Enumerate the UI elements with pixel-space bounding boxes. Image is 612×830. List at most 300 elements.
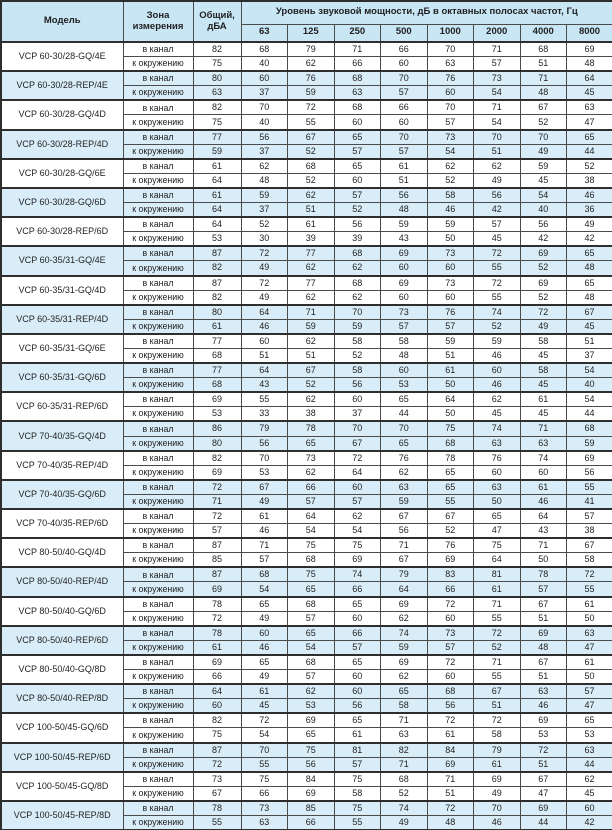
- octave-value-cell: 49: [520, 144, 567, 159]
- octave-value-cell: 54: [474, 86, 521, 101]
- model-name-cell: VCP 70-40/35-REP/6D: [1, 509, 123, 538]
- octave-value-cell: 51: [520, 57, 567, 72]
- octave-value-cell: 47: [567, 115, 612, 130]
- octave-value-cell: 55: [567, 582, 612, 597]
- octave-value-cell: 58: [381, 334, 428, 349]
- table-row: [1, 130, 612, 145]
- octave-value-cell: 44: [567, 757, 612, 772]
- octave-value-cell: 71: [241, 538, 288, 553]
- octave-value-cell: 52: [427, 524, 474, 539]
- octave-value-cell: 60: [381, 261, 428, 276]
- total-dba-cell: 64: [193, 203, 241, 218]
- octave-value-cell: 69: [474, 772, 521, 787]
- octave-value-cell: 45: [520, 348, 567, 363]
- octave-value-cell: 68: [334, 100, 381, 115]
- octave-value-cell: 69: [381, 597, 428, 612]
- model-name-cell: VCP 100-50/45-GQ/6D: [1, 713, 123, 742]
- octave-value-cell: 60: [474, 363, 521, 378]
- octave-value-cell: 57: [241, 553, 288, 568]
- octave-value-cell: 48: [567, 57, 612, 72]
- octave-value-cell: 62: [288, 188, 335, 203]
- octave-value-cell: 54: [288, 524, 335, 539]
- octave-value-cell: 43: [381, 232, 428, 247]
- octave-value-cell: 69: [381, 655, 428, 670]
- octave-value-cell: 73: [427, 626, 474, 641]
- octave-value-cell: 51: [520, 757, 567, 772]
- model-name-cell: VCP 100-50/45-REP/6D: [1, 743, 123, 772]
- octave-value-cell: 50: [520, 553, 567, 568]
- octave-value-cell: 71: [474, 42, 521, 57]
- octave-value-cell: 78: [427, 451, 474, 466]
- zone-ambient-cell: к окружению: [123, 815, 193, 830]
- octave-value-cell: 54: [474, 115, 521, 130]
- zone-ambient-cell: к окружению: [123, 670, 193, 685]
- octave-value-cell: 65: [241, 655, 288, 670]
- octave-value-cell: 65: [334, 159, 381, 174]
- total-dba-cell: 78: [193, 801, 241, 816]
- octave-value-cell: 52: [520, 115, 567, 130]
- octave-value-cell: 78: [520, 567, 567, 582]
- octave-value-cell: 62: [288, 465, 335, 480]
- octave-value-cell: 60: [427, 86, 474, 101]
- octave-value-cell: 61: [520, 392, 567, 407]
- octave-value-cell: 46: [241, 524, 288, 539]
- octave-value-cell: 53: [241, 465, 288, 480]
- octave-value-cell: 61: [288, 217, 335, 232]
- octave-value-cell: 30: [241, 232, 288, 247]
- total-dba-cell: 77: [193, 334, 241, 349]
- frequency-header-1000: 1000: [427, 24, 474, 42]
- octave-value-cell: 65: [288, 626, 335, 641]
- octave-value-cell: 62: [288, 57, 335, 72]
- octave-value-cell: 45: [474, 407, 521, 422]
- octave-value-cell: 85: [288, 801, 335, 816]
- octave-value-cell: 56: [567, 465, 612, 480]
- octave-value-cell: 66: [334, 57, 381, 72]
- table-row: [1, 246, 612, 261]
- octave-value-cell: 65: [334, 655, 381, 670]
- octave-value-cell: 59: [288, 86, 335, 101]
- octave-value-cell: 57: [567, 684, 612, 699]
- octave-value-cell: 61: [334, 728, 381, 743]
- octave-value-cell: 71: [474, 597, 521, 612]
- octave-value-cell: 67: [427, 509, 474, 524]
- octave-value-cell: 51: [381, 173, 428, 188]
- octave-value-cell: 75: [427, 421, 474, 436]
- model-name-cell: VCP 100-50/45-GQ/8D: [1, 772, 123, 801]
- zone-duct-cell: в канал: [123, 159, 193, 174]
- octave-value-cell: 57: [427, 115, 474, 130]
- zone-ambient-cell: к окружению: [123, 348, 193, 363]
- octave-value-cell: 40: [567, 378, 612, 393]
- octave-value-cell: 48: [427, 815, 474, 830]
- octave-value-cell: 59: [241, 188, 288, 203]
- octave-value-cell: 40: [520, 203, 567, 218]
- total-dba-cell: 66: [193, 670, 241, 685]
- octave-value-cell: 69: [520, 246, 567, 261]
- octave-value-cell: 59: [288, 319, 335, 334]
- octave-value-cell: 46: [241, 319, 288, 334]
- octave-value-cell: 64: [427, 392, 474, 407]
- octave-value-cell: 69: [520, 276, 567, 291]
- octave-value-cell: 78: [288, 421, 335, 436]
- table-row: [1, 100, 612, 115]
- octave-value-cell: 77: [288, 246, 335, 261]
- total-dba-cell: 64: [193, 173, 241, 188]
- table-row: [1, 188, 612, 203]
- octave-value-cell: 45: [474, 232, 521, 247]
- octave-value-cell: 71: [520, 71, 567, 86]
- octave-value-cell: 42: [567, 232, 612, 247]
- octave-value-cell: 73: [474, 71, 521, 86]
- octave-value-cell: 42: [520, 232, 567, 247]
- octave-value-cell: 62: [334, 290, 381, 305]
- octave-value-cell: 49: [474, 173, 521, 188]
- octave-value-cell: 58: [334, 363, 381, 378]
- octave-value-cell: 72: [520, 743, 567, 758]
- total-dba-cell: 69: [193, 582, 241, 597]
- octave-value-cell: 69: [567, 451, 612, 466]
- octave-value-cell: 66: [334, 626, 381, 641]
- octave-value-cell: 57: [427, 319, 474, 334]
- total-dba-cell: 72: [193, 611, 241, 626]
- total-dba-cell: 78: [193, 597, 241, 612]
- octave-value-cell: 47: [567, 640, 612, 655]
- octave-value-cell: 58: [520, 334, 567, 349]
- octave-value-cell: 75: [334, 801, 381, 816]
- octave-value-cell: 79: [288, 42, 335, 57]
- octave-value-cell: 61: [474, 757, 521, 772]
- total-dba-cell: 61: [193, 319, 241, 334]
- octave-value-cell: 36: [567, 203, 612, 218]
- octave-value-cell: 56: [381, 524, 428, 539]
- zone-duct-cell: в канал: [123, 801, 193, 816]
- octave-value-cell: 71: [334, 42, 381, 57]
- octave-value-cell: 57: [334, 640, 381, 655]
- zone-duct-cell: в канал: [123, 130, 193, 145]
- table-row: [1, 42, 612, 57]
- octave-value-cell: 79: [381, 567, 428, 582]
- zone-ambient-cell: к окружению: [123, 203, 193, 218]
- total-dba-cell: 55: [193, 815, 241, 830]
- total-dba-cell: 82: [193, 42, 241, 57]
- octave-value-cell: 74: [520, 451, 567, 466]
- column-header-octave-group: Уровень звуковой мощности, дБ в октавных полосах частот, Гц: [241, 1, 612, 24]
- octave-value-cell: 49: [241, 611, 288, 626]
- octave-value-cell: 75: [241, 772, 288, 787]
- octave-value-cell: 62: [567, 772, 612, 787]
- zone-duct-cell: в канал: [123, 334, 193, 349]
- octave-value-cell: 67: [334, 436, 381, 451]
- octave-value-cell: 60: [427, 611, 474, 626]
- octave-value-cell: 59: [567, 436, 612, 451]
- total-dba-cell: 69: [193, 655, 241, 670]
- octave-value-cell: 60: [427, 290, 474, 305]
- octave-value-cell: 69: [381, 276, 428, 291]
- model-name-cell: VCP 70-40/35-GQ/6D: [1, 480, 123, 509]
- zone-ambient-cell: к окружению: [123, 640, 193, 655]
- octave-value-cell: 67: [567, 538, 612, 553]
- total-dba-cell: 82: [193, 451, 241, 466]
- octave-value-cell: 84: [288, 772, 335, 787]
- octave-value-cell: 72: [288, 100, 335, 115]
- model-name-cell: VCP 60-35/31-GQ/4E: [1, 246, 123, 275]
- zone-duct-cell: в канал: [123, 743, 193, 758]
- octave-value-cell: 51: [520, 611, 567, 626]
- octave-value-cell: 64: [241, 363, 288, 378]
- octave-value-cell: 46: [427, 203, 474, 218]
- octave-value-cell: 57: [381, 144, 428, 159]
- octave-value-cell: 74: [381, 626, 428, 641]
- octave-value-cell: 76: [474, 451, 521, 466]
- octave-value-cell: 62: [474, 159, 521, 174]
- octave-value-cell: 62: [334, 509, 381, 524]
- total-dba-cell: 87: [193, 276, 241, 291]
- octave-value-cell: 70: [381, 130, 428, 145]
- octave-value-cell: 51: [241, 348, 288, 363]
- octave-value-cell: 72: [334, 451, 381, 466]
- total-dba-cell: 80: [193, 71, 241, 86]
- octave-value-cell: 48: [381, 203, 428, 218]
- octave-value-cell: 63: [474, 480, 521, 495]
- octave-value-cell: 51: [474, 699, 521, 714]
- octave-value-cell: 52: [567, 159, 612, 174]
- octave-value-cell: 70: [381, 71, 428, 86]
- octave-value-cell: 45: [520, 378, 567, 393]
- octave-value-cell: 77: [288, 276, 335, 291]
- octave-value-cell: 60: [381, 363, 428, 378]
- octave-value-cell: 45: [567, 319, 612, 334]
- octave-value-cell: 60: [241, 626, 288, 641]
- frequency-header-125: 125: [288, 24, 335, 42]
- octave-value-cell: 51: [567, 334, 612, 349]
- model-name-cell: VCP 60-35/31-REP/4D: [1, 305, 123, 334]
- octave-value-cell: 46: [520, 494, 567, 509]
- table-row: [1, 743, 612, 758]
- column-header-total-dba: Общий, дБА: [193, 1, 241, 42]
- frequency-header-500: 500: [381, 24, 428, 42]
- octave-value-cell: 72: [427, 597, 474, 612]
- octave-value-cell: 63: [567, 626, 612, 641]
- octave-value-cell: 56: [427, 699, 474, 714]
- total-dba-cell: 72: [193, 757, 241, 772]
- octave-value-cell: 68: [381, 772, 428, 787]
- octave-value-cell: 57: [474, 57, 521, 72]
- octave-value-cell: 74: [474, 421, 521, 436]
- octave-value-cell: 67: [288, 363, 335, 378]
- zone-duct-cell: в канал: [123, 626, 193, 641]
- table-row: [1, 567, 612, 582]
- octave-value-cell: 55: [241, 757, 288, 772]
- octave-value-cell: 61: [520, 480, 567, 495]
- octave-value-cell: 42: [567, 815, 612, 830]
- octave-value-cell: 57: [520, 582, 567, 597]
- zone-duct-cell: в канал: [123, 538, 193, 553]
- octave-value-cell: 60: [427, 670, 474, 685]
- octave-value-cell: 58: [474, 728, 521, 743]
- octave-value-cell: 59: [427, 334, 474, 349]
- octave-value-cell: 57: [288, 611, 335, 626]
- octave-value-cell: 39: [334, 232, 381, 247]
- octave-value-cell: 57: [288, 494, 335, 509]
- octave-value-cell: 69: [427, 757, 474, 772]
- octave-value-cell: 49: [241, 670, 288, 685]
- octave-value-cell: 38: [567, 173, 612, 188]
- octave-value-cell: 51: [427, 786, 474, 801]
- octave-value-cell: 48: [567, 290, 612, 305]
- table-header: [1, 1, 612, 42]
- zone-ambient-cell: к окружению: [123, 407, 193, 422]
- table-row: [1, 480, 612, 495]
- octave-value-cell: 59: [334, 319, 381, 334]
- octave-value-cell: 72: [241, 246, 288, 261]
- octave-value-cell: 65: [567, 713, 612, 728]
- table-row: [1, 713, 612, 728]
- octave-value-cell: 53: [381, 378, 428, 393]
- octave-value-cell: 61: [567, 597, 612, 612]
- total-dba-cell: 78: [193, 626, 241, 641]
- octave-value-cell: 58: [567, 553, 612, 568]
- octave-value-cell: 70: [241, 100, 288, 115]
- octave-value-cell: 69: [520, 626, 567, 641]
- octave-value-cell: 70: [474, 801, 521, 816]
- zone-ambient-cell: к окружению: [123, 494, 193, 509]
- octave-value-cell: 66: [334, 582, 381, 597]
- octave-value-cell: 65: [567, 246, 612, 261]
- total-dba-cell: 68: [193, 348, 241, 363]
- octave-value-cell: 70: [241, 743, 288, 758]
- octave-value-cell: 76: [427, 305, 474, 320]
- octave-value-cell: 64: [474, 553, 521, 568]
- table-row: [1, 421, 612, 436]
- total-dba-cell: 80: [193, 305, 241, 320]
- total-dba-cell: 87: [193, 743, 241, 758]
- zone-ambient-cell: к окружению: [123, 144, 193, 159]
- octave-value-cell: 60: [334, 684, 381, 699]
- zone-ambient-cell: к окружению: [123, 582, 193, 597]
- octave-value-cell: 57: [334, 188, 381, 203]
- octave-value-cell: 54: [520, 188, 567, 203]
- total-dba-cell: 75: [193, 57, 241, 72]
- table-row: [1, 71, 612, 86]
- octave-value-cell: 68: [427, 436, 474, 451]
- model-name-cell: VCP 80-50/40-GQ/8D: [1, 655, 123, 684]
- octave-value-cell: 68: [241, 567, 288, 582]
- octave-value-cell: 60: [381, 57, 428, 72]
- octave-value-cell: 42: [474, 203, 521, 218]
- octave-value-cell: 49: [241, 290, 288, 305]
- octave-value-cell: 60: [520, 465, 567, 480]
- total-dba-cell: 57: [193, 524, 241, 539]
- octave-value-cell: 61: [241, 509, 288, 524]
- octave-value-cell: 52: [241, 217, 288, 232]
- octave-value-cell: 66: [427, 582, 474, 597]
- octave-value-cell: 72: [427, 713, 474, 728]
- octave-value-cell: 61: [381, 159, 428, 174]
- octave-value-cell: 65: [567, 130, 612, 145]
- octave-value-cell: 72: [241, 276, 288, 291]
- total-dba-cell: 61: [193, 640, 241, 655]
- table-row: [1, 276, 612, 291]
- zone-ambient-cell: к окружению: [123, 436, 193, 451]
- octave-value-cell: 52: [520, 261, 567, 276]
- zone-duct-cell: в канал: [123, 276, 193, 291]
- total-dba-cell: 60: [193, 699, 241, 714]
- octave-value-cell: 62: [381, 670, 428, 685]
- zone-ambient-cell: к окружению: [123, 553, 193, 568]
- octave-value-cell: 79: [241, 421, 288, 436]
- octave-value-cell: 73: [381, 305, 428, 320]
- octave-value-cell: 70: [334, 421, 381, 436]
- zone-duct-cell: в канал: [123, 100, 193, 115]
- octave-value-cell: 64: [334, 465, 381, 480]
- octave-value-cell: 54: [427, 144, 474, 159]
- octave-value-cell: 64: [567, 71, 612, 86]
- octave-value-cell: 53: [288, 699, 335, 714]
- zone-ambient-cell: к окружению: [123, 57, 193, 72]
- octave-value-cell: 63: [334, 86, 381, 101]
- octave-value-cell: 75: [334, 538, 381, 553]
- octave-value-cell: 73: [427, 246, 474, 261]
- octave-value-cell: 63: [381, 480, 428, 495]
- table-row: [1, 159, 612, 174]
- octave-value-cell: 56: [334, 378, 381, 393]
- octave-value-cell: 67: [520, 772, 567, 787]
- octave-value-cell: 48: [381, 348, 428, 363]
- model-name-cell: VCP 60-30/28-GQ/4D: [1, 100, 123, 129]
- total-dba-cell: 77: [193, 130, 241, 145]
- octave-value-cell: 48: [567, 261, 612, 276]
- octave-value-cell: 55: [474, 611, 521, 626]
- octave-value-cell: 40: [241, 57, 288, 72]
- octave-value-cell: 54: [288, 640, 335, 655]
- octave-value-cell: 59: [520, 159, 567, 174]
- total-dba-cell: 68: [193, 378, 241, 393]
- total-dba-cell: 64: [193, 217, 241, 232]
- frequency-header-2000: 2000: [474, 24, 521, 42]
- zone-duct-cell: в канал: [123, 684, 193, 699]
- octave-value-cell: 51: [474, 144, 521, 159]
- octave-value-cell: 72: [567, 567, 612, 582]
- model-name-cell: VCP 60-30/28-REP/6D: [1, 217, 123, 246]
- octave-value-cell: 60: [334, 115, 381, 130]
- octave-value-cell: 70: [241, 451, 288, 466]
- octave-value-cell: 64: [520, 509, 567, 524]
- zone-ambient-cell: к окружению: [123, 319, 193, 334]
- octave-value-cell: 37: [241, 86, 288, 101]
- octave-value-cell: 68: [241, 42, 288, 57]
- octave-value-cell: 71: [520, 421, 567, 436]
- zone-duct-cell: в канал: [123, 421, 193, 436]
- octave-value-cell: 48: [241, 173, 288, 188]
- octave-value-cell: 76: [427, 538, 474, 553]
- octave-value-cell: 60: [241, 334, 288, 349]
- total-dba-cell: 86: [193, 421, 241, 436]
- octave-value-cell: 68: [334, 246, 381, 261]
- table-body: [1, 42, 612, 830]
- octave-value-cell: 52: [381, 786, 428, 801]
- octave-value-cell: 53: [567, 728, 612, 743]
- octave-value-cell: 46: [520, 699, 567, 714]
- zone-duct-cell: в канал: [123, 713, 193, 728]
- octave-value-cell: 69: [334, 553, 381, 568]
- octave-value-cell: 72: [474, 713, 521, 728]
- octave-value-cell: 45: [520, 173, 567, 188]
- octave-value-cell: 38: [567, 524, 612, 539]
- octave-value-cell: 71: [381, 757, 428, 772]
- octave-value-cell: 45: [567, 786, 612, 801]
- frequency-header-4000: 4000: [520, 24, 567, 42]
